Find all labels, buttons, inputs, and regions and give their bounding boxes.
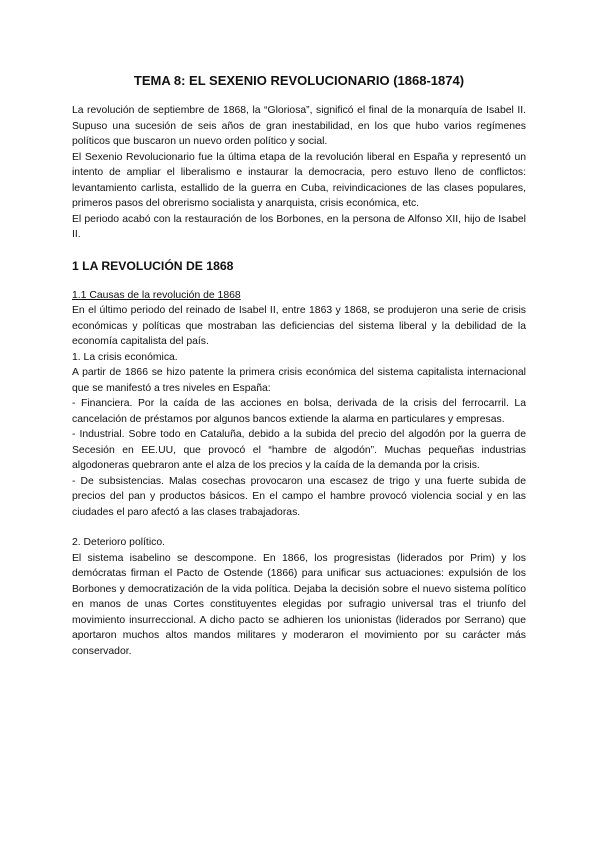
section-heading: 1 LA REVOLUCIÓN DE 1868 (72, 258, 234, 273)
crisis-intro-paragraph: A partir de 1866 se hizo patente la primera crisis económica del sistema capitalista internacional que se manifestó a tres niveles en España: (72, 367, 526, 394)
paragraph-gap (72, 520, 526, 535)
intro-paragraph-2: El Sexenio Revolucionario fue la última etapa de la revolución liberal en España y representó un intento de ampliar el liberalismo e instaurar la democracia, pero estuvo lleno de conflictos: levantamiento carlista, estallido de la guerra en Cuba, reivindicaciones de las clases populares, primeros pasos del obrerismo socialista y anarquista, crisis económica, etc. (72, 151, 526, 209)
subsection-heading: 1.1 Causas de la revolución de 1868 (72, 289, 241, 301)
crisis-item-industrial: - Industrial. Sobre todo en Cataluña, debido a la subida del precio del algodón por la guerra de Secesión en EE.UU, que provocó el “hambre de algodón”. Muchas pequeñas industrias algodoneras quebraron ante el alza de los precios y la caída de la demanda por la crisis. (72, 429, 526, 471)
political-paragraph: El sistema isabelino se descompone. En 1866, los progresistas (liderados por Prim) y los demócratas firman el Pacto de Ostende (1866) para unificar sus actuaciones: expulsión de los Borbones y democratización de la vida política. Dejaba la decisión sobre el nuevo sistema político en manos de unas Cortes constituyentes elegidas por sufragio universal tras el triunfo del movimiento insurreccional. A dicho pacto se adhieren los unionistas (liderados por Serrano) que aportaron muchos altos mandos militares y moderaron el movimiento por su carácter más conservador. (72, 552, 526, 657)
crisis-item-subsistence: - De subsistencias. Malas cosechas provocaron una escasez de trigo y una fuerte subida de precios del pan y productos básicos. En el campo el hambre provocó violencia social y en las ciudades el paro afectó a las clases trabajadoras. (72, 475, 526, 518)
crisis-heading: 1. La crisis económica. (72, 351, 178, 363)
intro-paragraph-1: La revolución de septiembre de 1868, la “Gloriosa”, significó el final de la monarquía de Isabel II. Supuso una sucesión de seis años de gran inestabilidad, en los que hubo varios regímenes políticos que buscaron un nuevo orden político y social. (72, 105, 526, 147)
document-title: TEMA 8: EL SEXENIO REVOLUCIONARIO (1868-1874) (133, 73, 465, 88)
intro-paragraph-3: El periodo acabó con la restauración de los Borbones, en la persona de Alfonso XII, hijo de Isabel II. (72, 213, 526, 240)
document-body (72, 72, 526, 659)
causes-intro-paragraph: En el último periodo del reinado de Isabel II, entre 1863 y 1868, se produjeron una serie de crisis económicas y políticas que mostraban las deficiencias del sistema liberal y la debilidad de la economía capitalista del país. (72, 305, 526, 347)
crisis-item-financial: - Financiera. Por la caída de las acciones en bolsa, derivada de la crisis del ferrocarril. La cancelación de préstamos por algunos bancos extiende la alarma en particulares y empresas. (72, 398, 526, 425)
political-heading: 2. Deterioro político. (72, 537, 165, 548)
